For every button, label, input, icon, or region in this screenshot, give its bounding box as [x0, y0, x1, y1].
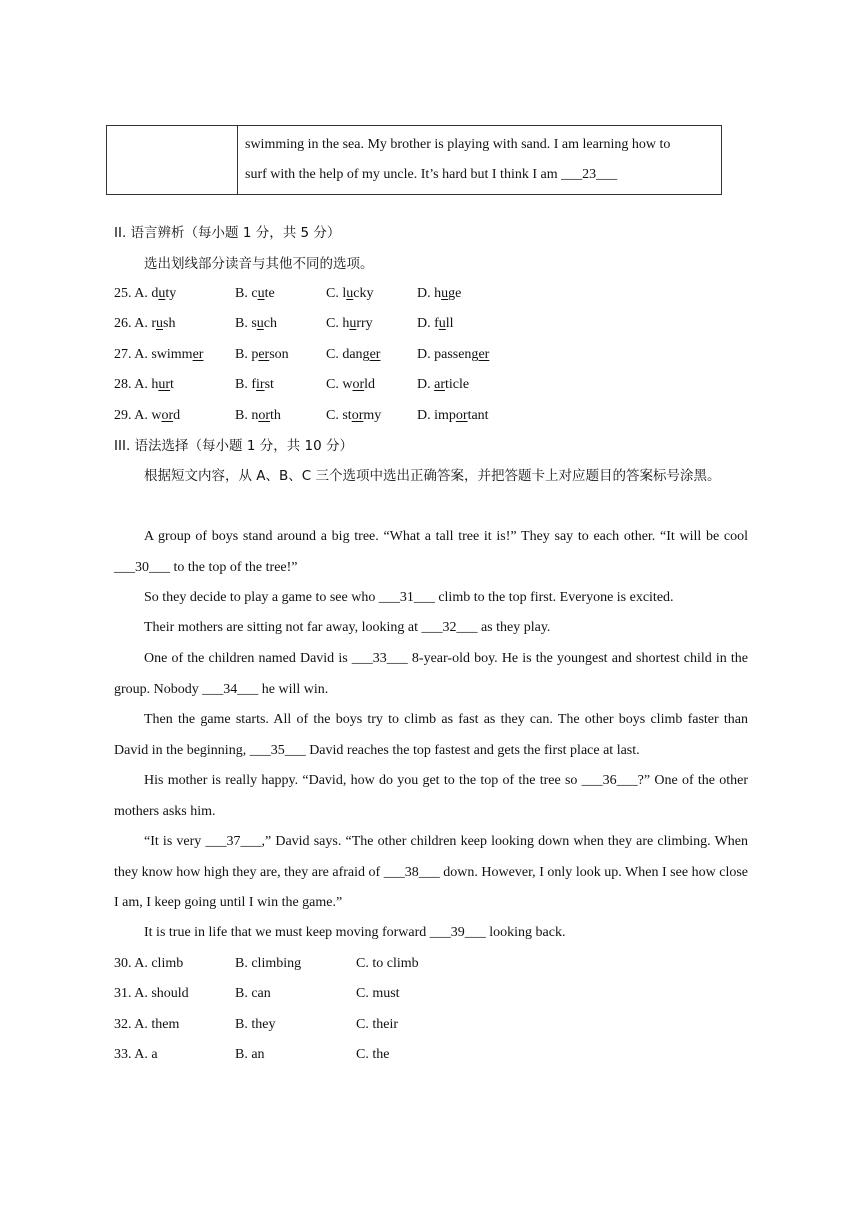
- paragraph-8: It is true in life that we must keep moving forward ___39___ looking back.: [144, 925, 566, 940]
- option-text: B. n: [235, 408, 259, 423]
- grammar-q31-option-c: C. must: [356, 986, 400, 1001]
- underlined-letters: ar: [434, 377, 446, 392]
- pronunciation-q29-option-b: [235, 406, 281, 426]
- option-text: 29. A. w: [114, 408, 162, 423]
- option-text: te: [264, 286, 275, 301]
- option-text: 28. A. h: [114, 377, 159, 392]
- grammar-q32-option-b: B. they: [235, 1017, 276, 1032]
- option-text: ge: [448, 286, 462, 301]
- underlined-letters: or: [351, 408, 364, 423]
- pronunciation-q29-option-c: [326, 406, 381, 426]
- section-3-heading: III. 语法选择（每小题 1 分，共 10 分）: [114, 438, 353, 454]
- paragraph-2: So they decide to play a game to see who ___31___ climb to the top first. Everyone is excited.: [144, 590, 674, 605]
- underlined-letters: or: [161, 408, 174, 423]
- grammar-q31-option-a: 31. A. should: [114, 986, 189, 1001]
- paragraph-5: Then the game starts. All of the boys try to climb as fast as they can. The other boys climb faster than David in the beginning, ___35___ David reaches the top fastest and gets the first place at last.: [114, 712, 748, 758]
- option-text: D. h: [417, 286, 442, 301]
- option-text: C. st: [326, 408, 352, 423]
- section-2-heading: II. 语言辨析（每小题 1 分，共 5 分）: [114, 225, 341, 241]
- option-text: ty: [165, 286, 177, 301]
- option-text: B. p: [235, 347, 259, 362]
- grammar-q31-option-b: B. can: [235, 986, 271, 1001]
- pronunciation-q27-option-b: [235, 345, 289, 365]
- underlined-letters: or: [455, 408, 468, 423]
- option-text: ch: [263, 316, 278, 331]
- underlined-letters: u: [156, 316, 163, 331]
- option-text: cky: [353, 286, 374, 301]
- pronunciation-q29-option-a: [114, 406, 180, 426]
- option-text: 26. A. r: [114, 316, 156, 331]
- underlined-letters: u: [346, 286, 354, 301]
- pronunciation-q29-option-d: [417, 406, 489, 426]
- pronunciation-q26-option-b: [235, 314, 277, 334]
- grammar-q32-option-c: C. their: [356, 1017, 398, 1032]
- underlined-letters: u: [158, 286, 166, 301]
- underlined-letters: er: [192, 347, 204, 362]
- pronunciation-q27-option-c: [326, 345, 380, 365]
- underlined-letters: ur: [158, 377, 171, 392]
- option-text: D. f: [417, 316, 439, 331]
- option-text: st: [264, 377, 274, 392]
- option-text: C. dang: [326, 347, 370, 362]
- option-text: C. w: [326, 377, 353, 392]
- option-text: rry: [356, 316, 373, 331]
- table-left-cell: [107, 126, 238, 195]
- option-text: C. l: [326, 286, 347, 301]
- underlined-letters: er: [258, 347, 270, 362]
- pronunciation-q25-option-a: [114, 284, 176, 304]
- grammar-q33-option-a: 33. A. a: [114, 1047, 158, 1062]
- pronunciation-q27-option-d: [417, 345, 489, 365]
- underlined-letters: or: [352, 377, 365, 392]
- pronunciation-q26-option-d: [417, 314, 454, 334]
- table-text-cell: [238, 126, 722, 195]
- pronunciation-q26-option-c: [326, 314, 373, 334]
- pronunciation-q28-option-c: [326, 375, 375, 395]
- option-text: my: [363, 408, 382, 423]
- paragraph-1: A group of boys stand around a big tree. “What a tall tree it is!” They say to each other. “It will be cool ___30___ to the top of the tree!”: [114, 529, 748, 575]
- underlined-letters: u: [257, 286, 265, 301]
- section-2-instruction: 选出划线部分读音与其他不同的选项。: [144, 256, 374, 272]
- grammar-q30-option-b: B. climbing: [235, 956, 302, 971]
- grammar-q30-option-c: C. to climb: [356, 956, 419, 971]
- section-3-instruction: 根据短文内容，从 A、B、C 三个选项中选出正确答案，并把答题卡上对应题目的答案标号涂黑。: [144, 468, 721, 484]
- pronunciation-q26-option-a: [114, 314, 175, 334]
- pronunciation-q25-option-c: [326, 284, 373, 304]
- table-line-2: surf with the help of my uncle. It’s hard but I think I am ___23___: [245, 167, 618, 182]
- option-text: son: [269, 347, 289, 362]
- option-text: ll: [445, 316, 454, 331]
- underlined-letters: u: [349, 316, 357, 331]
- paragraph-7: “It is very ___37___,” David says. “The other children keep looking down when they are climbing. When they know how high they are, they are afraid of ___38___ down. However, I only look up. When I see how close I am, I keep going until I win the game.”: [114, 834, 748, 910]
- option-text: B. f: [235, 377, 256, 392]
- underlined-letters: u: [438, 316, 446, 331]
- table-line-1: swimming in the sea. My brother is playing with sand. I am learning how to: [245, 137, 671, 152]
- pronunciation-q28-option-b: [235, 375, 274, 395]
- pronunciation-q28-option-d: [417, 375, 469, 395]
- option-text: C. h: [326, 316, 350, 331]
- option-text: ld: [364, 377, 376, 392]
- pronunciation-q25-option-d: [417, 284, 461, 304]
- grammar-q32-option-a: 32. A. them: [114, 1017, 180, 1032]
- option-text: 27. A. swimm: [114, 347, 193, 362]
- underlined-letters: ir: [256, 377, 265, 392]
- paragraph-6: His mother is really happy. “David, how do you get to the top of the tree so ___36___?” One of the other mothers asks him.: [114, 773, 748, 819]
- option-text: 25. A. d: [114, 286, 159, 301]
- grammar-q33-option-b: B. an: [235, 1047, 265, 1062]
- underlined-letters: u: [256, 316, 264, 331]
- option-text: D.: [417, 377, 435, 392]
- grammar-q30-option-a: 30. A. climb: [114, 956, 184, 971]
- option-text: ticle: [445, 377, 470, 392]
- grammar-q33-option-c: C. the: [356, 1047, 390, 1062]
- option-text: sh: [163, 316, 176, 331]
- option-text: t: [170, 377, 174, 392]
- paragraph-3: Their mothers are sitting not far away, looking at ___32___ as they play.: [144, 620, 551, 635]
- option-text: B. c: [235, 286, 258, 301]
- option-text: D. imp: [417, 408, 456, 423]
- underlined-letters: er: [478, 347, 490, 362]
- paragraph-4: One of the children named David is ___33___ 8-year-old boy. He is the youngest and shortest child in the group. Nobody ___34___ he will win.: [114, 651, 748, 697]
- option-text: D. passeng: [417, 347, 479, 362]
- option-text: th: [270, 408, 281, 423]
- pronunciation-q28-option-a: [114, 375, 174, 395]
- option-text: d: [173, 408, 181, 423]
- underlined-letters: or: [258, 408, 271, 423]
- pronunciation-q25-option-b: [235, 284, 275, 304]
- option-text: tant: [467, 408, 489, 423]
- underlined-letters: er: [369, 347, 381, 362]
- underlined-letters: u: [441, 286, 449, 301]
- option-text: B. s: [235, 316, 257, 331]
- pronunciation-q27-option-a: [114, 345, 203, 365]
- passage-table: [106, 125, 722, 195]
